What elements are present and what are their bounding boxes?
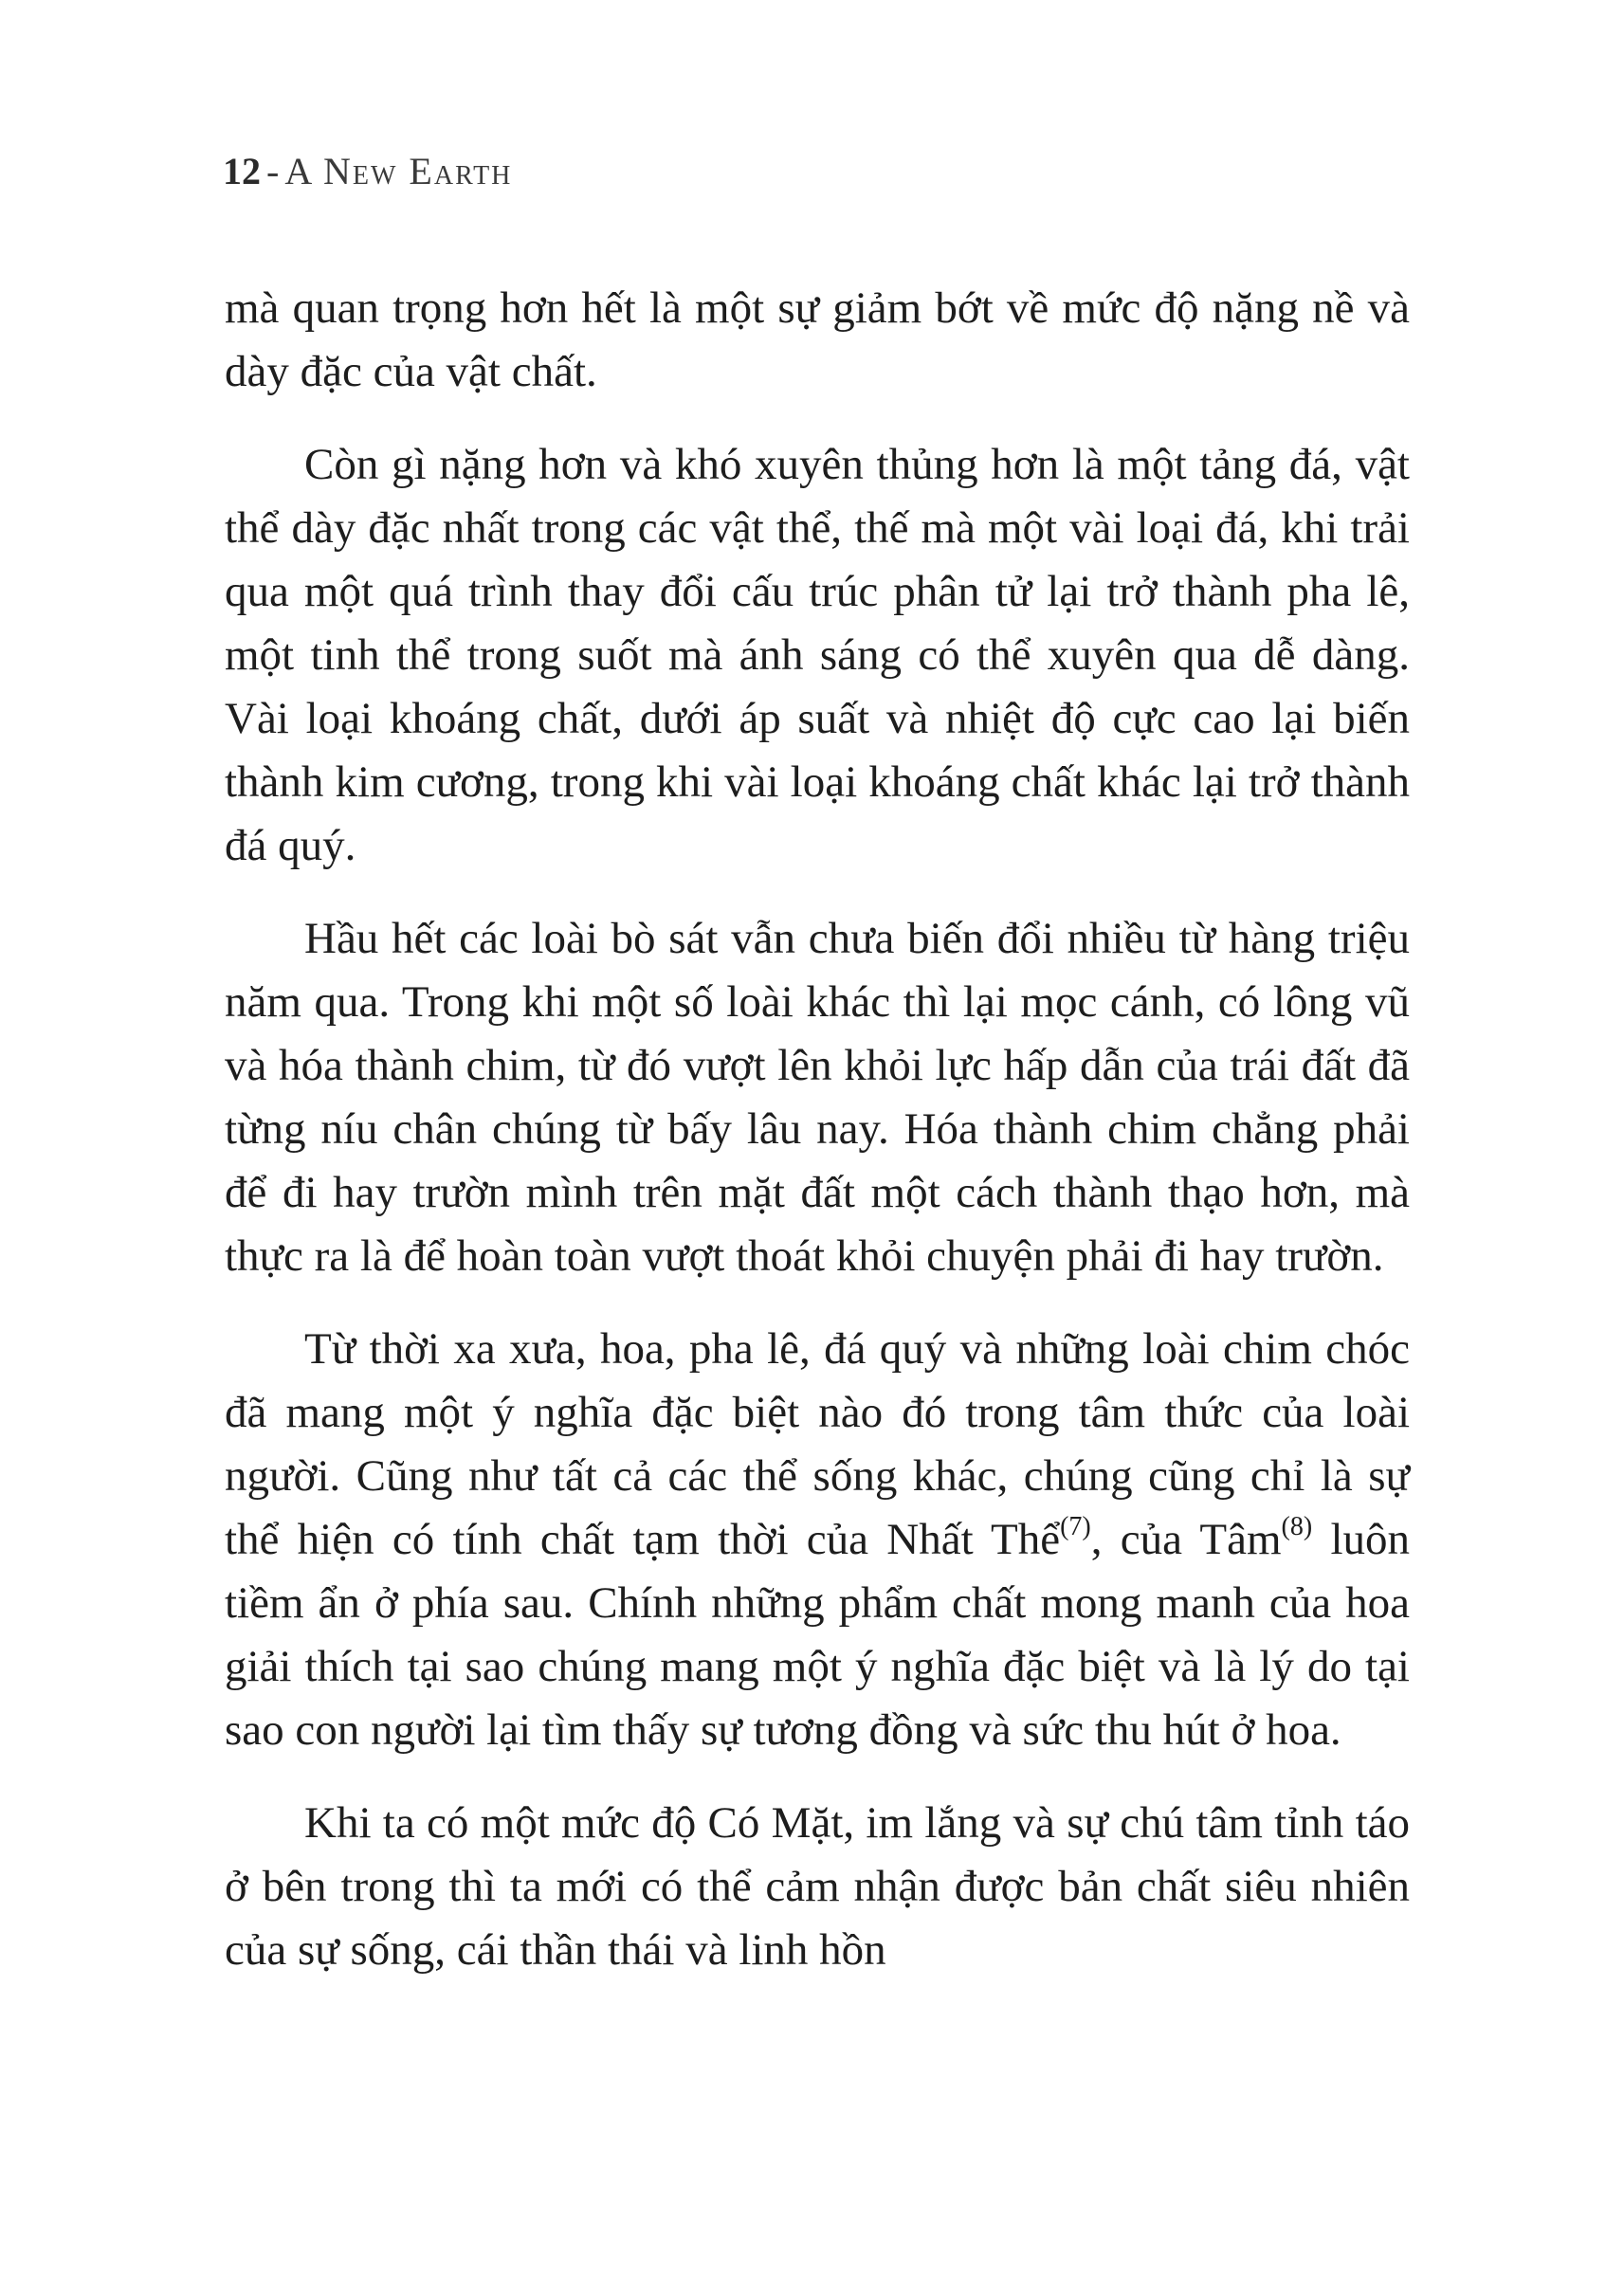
paragraph-continued: mà quan trọng hơn hết là một sự giảm bớt về mức độ nặng nề và dày đặc của vật chất. bbox=[225, 283, 1410, 396]
header-separator: - bbox=[266, 150, 280, 192]
page-number: 12 bbox=[223, 150, 261, 192]
running-header bbox=[223, 149, 512, 194]
paragraph-text-part: , của Tâm bbox=[1090, 1515, 1282, 1564]
paragraph-meaning bbox=[225, 1318, 1410, 1762]
footnote-marker-8: (8) bbox=[1281, 1512, 1313, 1541]
footnote-marker-7: (7) bbox=[1060, 1512, 1091, 1541]
book-title: A New Earth bbox=[284, 150, 513, 192]
paragraph-text-part: Từ thời xa xưa, hoa, pha lê, đá quý và những loài chim chóc đã mang một ý nghĩa đặc biệt nào đó trong tâm thức của loài người. Cũng như tất cả các thể sống khác, chúng cũng chỉ là sự thể hiện có tính chất tạm thời của Nhất Thể bbox=[225, 1324, 1410, 1564]
paragraph-crystal: Còn gì nặng hơn và khó xuyên thủng hơn là một tảng đá, vật thể dày đặc nhất trong các vật thể, thế mà một vài loại đá, khi trải qua một quá trình thay đổi cấu trúc phân tử lại trở thành pha lê, một tinh thể trong suốt mà ánh sáng có thể xuyên qua dễ dàng. Vài loại khoáng chất, dưới áp suất và nhiệt độ cực cao lại biến thành kim cương, trong khi vài loại khoáng chất khác lại trở thành đá quý. bbox=[225, 440, 1410, 870]
paragraph-text-part: luôn tiềm ẩn ở phía sau. Chính những phẩm chất mong manh của hoa giải thích tại sao chúng mang một ý nghĩa đặc biệt và là lý do tại sao con người lại tìm thấy sự tương đồng và sức thu hút ở hoa. bbox=[225, 1515, 1410, 1755]
body-text bbox=[225, 277, 1410, 2012]
paragraph-presence: Khi ta có một mức độ Có Mặt, im lắng và sự chú tâm tỉnh táo ở bên trong thì ta mới có thể cảm nhận được bản chất siêu nhiên của sự sống, cái thần thái và linh hồn bbox=[225, 1798, 1410, 1975]
paragraph-birds: Hầu hết các loài bò sát vẫn chưa biến đổi nhiều từ hàng triệu năm qua. Trong khi một số loài khác thì lại mọc cánh, có lông vũ và hóa thành chim, từ đó vượt lên khỏi lực hấp dẫn của trái đất đã từng níu chân chúng từ bấy lâu nay. Hóa thành chim chẳng phải để đi hay trườn mình trên mặt đất một cách thành thạo hơn, mà thực ra là để hoàn toàn vượt thoát khỏi chuyện phải đi hay trườn. bbox=[225, 914, 1410, 1281]
